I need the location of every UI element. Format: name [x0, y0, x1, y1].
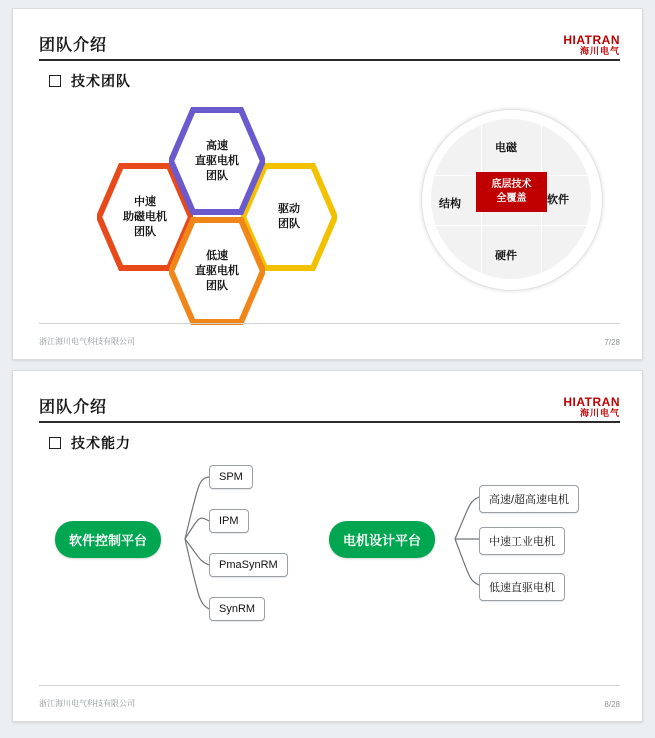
page-number: 8/28 [604, 700, 620, 709]
hex-low-speed[interactable] [169, 216, 265, 326]
hex-line: 团队 [206, 279, 228, 292]
slide-2[interactable] [12, 370, 643, 722]
page-title: 团队介绍 [39, 399, 108, 416]
section-heading-2 [49, 433, 131, 453]
hex-line: 团队 [206, 169, 228, 182]
hex-line: 中速 [134, 195, 156, 208]
mindmap-node-pmasynrm[interactable]: PmaSynRM [209, 553, 288, 577]
slide-2-header [39, 387, 620, 423]
donut-core-line: 底层技术 [491, 179, 532, 190]
hex-line: 低速 [206, 249, 228, 262]
hex-line: 团队 [278, 218, 300, 230]
donut-core-label [476, 172, 547, 212]
mindmap-node-low-speed-motor[interactable]: 低速直驱电机 [479, 573, 565, 601]
logo-text-cn: 海川电气 [579, 408, 620, 418]
mindmap-node-synrm[interactable]: SynRM [209, 597, 265, 621]
mindmap-node-high-speed-motor[interactable]: 高速/超高速电机 [479, 485, 579, 513]
donut-segment-structure[interactable]: 结构 [439, 198, 461, 210]
slide-1-footer [39, 323, 620, 347]
page-number: 7/28 [604, 338, 620, 347]
mindmap-root-motor-design-platform[interactable]: 电机设计平台 [329, 521, 435, 558]
mindmap-node-mid-speed-motor[interactable]: 中速工业电机 [479, 527, 565, 555]
hex-line: 高速 [206, 139, 228, 152]
slide-1-header [39, 25, 620, 61]
mindmap-node-spm[interactable]: SPM [209, 465, 253, 489]
mindmap-diagram [13, 471, 644, 671]
hex-line: 助磁电机 [123, 210, 167, 223]
hex-line: 团队 [134, 225, 156, 238]
section-label: 技术能力 [71, 435, 131, 451]
company-logo [563, 34, 620, 59]
mindmap-root-software-platform[interactable]: 软件控制平台 [55, 521, 161, 558]
donut-segment-electromagnetic[interactable]: 电磁 [495, 142, 517, 154]
section-label: 技术团队 [71, 73, 131, 89]
footer-company: 浙江海川电气科技有限公司 [39, 699, 135, 708]
logo-text-cn: 海川电气 [579, 46, 620, 56]
donut-diagram [421, 109, 611, 299]
slide-1[interactable] [12, 8, 643, 360]
hex-low-speed-label [169, 216, 265, 326]
square-bullet-icon [49, 437, 61, 449]
hex-high-speed-label [169, 106, 265, 216]
hexagon-diagram [73, 104, 373, 314]
logo-text-en: HIATRAN [563, 395, 620, 409]
page-title: 团队介绍 [39, 37, 108, 54]
hex-high-speed[interactable] [169, 106, 265, 216]
section-heading-1 [49, 71, 131, 91]
donut-divider [435, 225, 587, 226]
hex-line: 驱动 [278, 203, 300, 215]
donut-core-line: 全覆盖 [496, 193, 527, 204]
logo-text-en: HIATRAN [563, 33, 620, 47]
hex-line: 直驱电机 [195, 154, 239, 167]
mindmap-node-ipm[interactable]: IPM [209, 509, 249, 533]
square-bullet-icon [49, 75, 61, 87]
donut-segment-software[interactable]: 软件 [547, 194, 569, 206]
hex-line: 直驱电机 [195, 264, 239, 277]
footer-company: 浙江海川电气科技有限公司 [39, 337, 135, 346]
company-logo [563, 396, 620, 421]
donut-segment-hardware[interactable]: 硬件 [495, 250, 517, 262]
slide-2-footer [39, 685, 620, 709]
